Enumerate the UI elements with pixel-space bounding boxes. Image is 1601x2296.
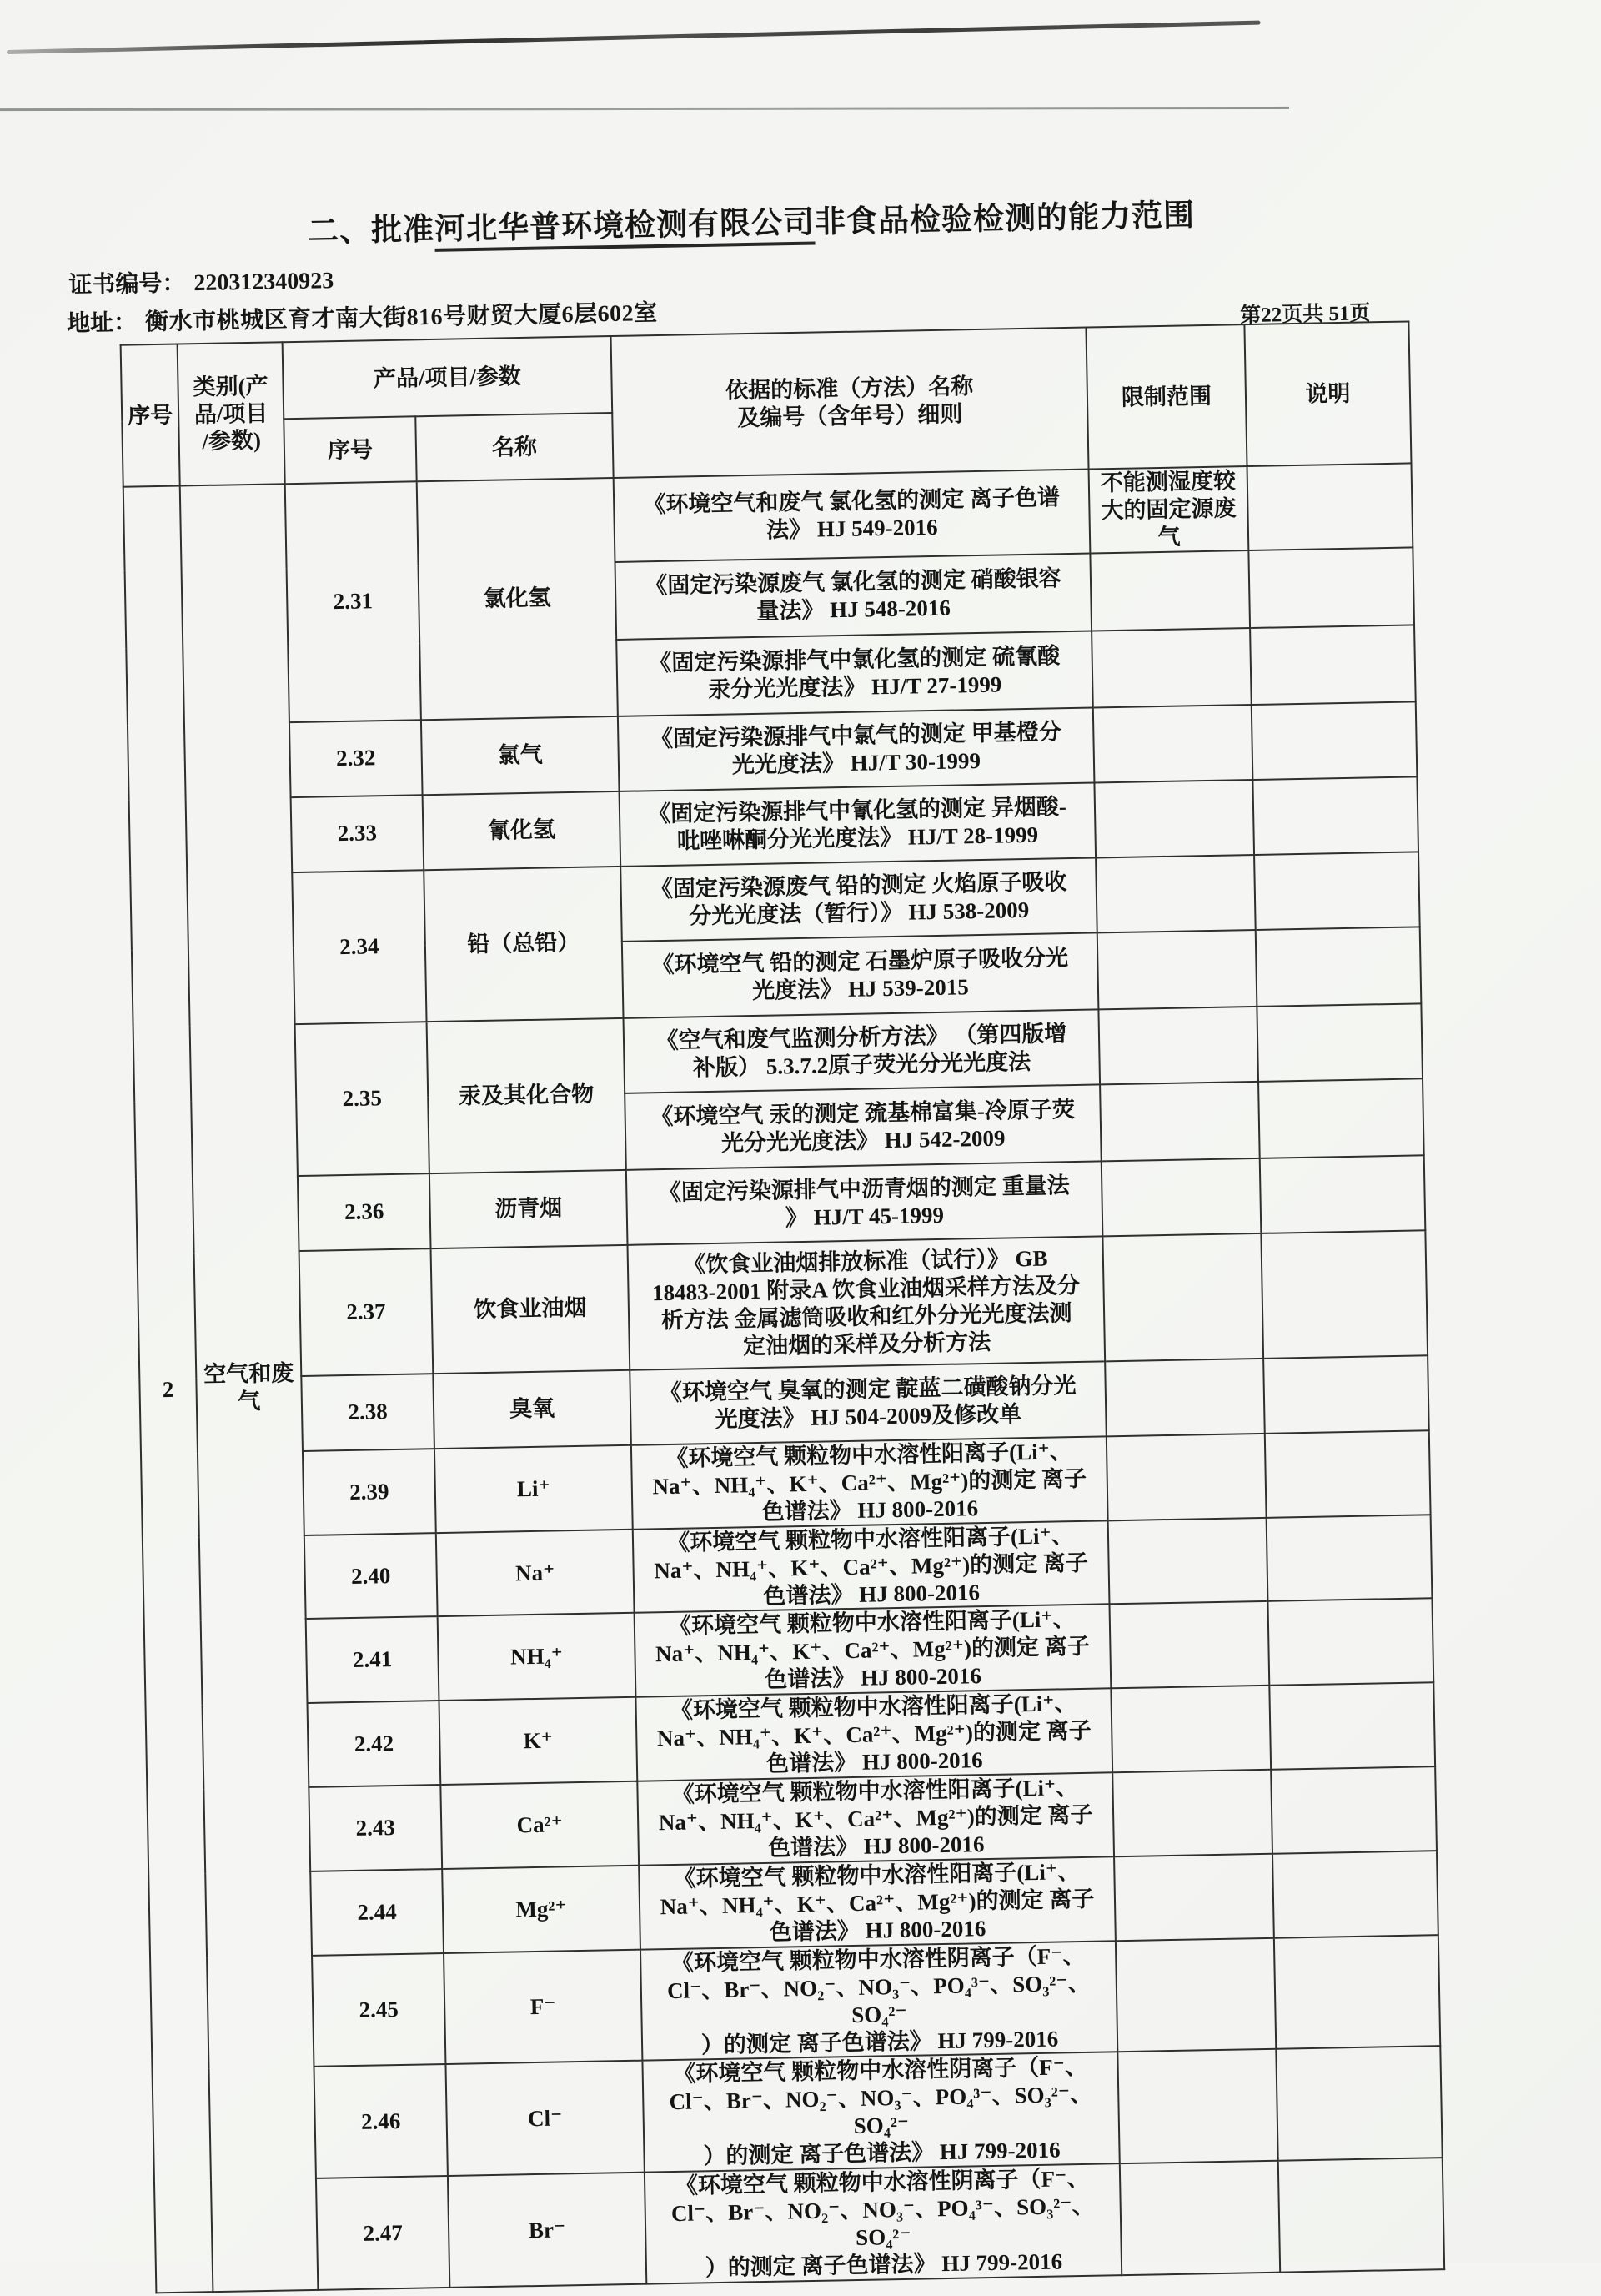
page-title [308,189,1196,250]
standard-cell: 《固定污染源废气 铅的测定 火焰原子吸收 分光光度法（暂行）》 HJ 538-2009 [620,857,1097,941]
title-suffix: 非食品检验检测的能力范围 [815,198,1196,239]
product-name-cell: Cl⁻ [445,2061,644,2176]
restriction-cell [1111,1686,1271,1772]
product-seq-cell: 2.40 [304,1533,438,1620]
restriction-cell [1116,1937,1276,2052]
note-cell [1256,927,1422,1007]
col-header-standard: 依据的标准（方法）名称 及编号（含年号）细则 [611,328,1089,478]
col-header-product-seq: 序号 [284,416,416,484]
restriction-cell [1094,780,1254,857]
product-seq-cell: 2.46 [314,2064,447,2178]
standard-cell: 《饮食业油烟排放标准（试行）》 GB 18483-2001 附录A 饮食业油烟采样方法及分 析方法 金属滤筒吸收和红外分光光度法测 定油烟的采样及分析方法 [628,1236,1106,1369]
standard-cell: 《环境空气 颗粒物中水溶性阳离子(Li⁺、 Na⁺、NH₄⁺、K⁺、Ca²⁺、Mg²⁺)的测定 离子 色谱法》 HJ 800-2016 [631,1436,1108,1529]
restriction-cell [1098,1007,1258,1084]
product-seq-cell: 2.37 [299,1248,434,1376]
standard-cell: 《环境空气 颗粒物中水溶性阴离子（F⁻、 Cl⁻、Br⁻、NO₂⁻、NO₃⁻、PO₄³⁻、SO₃²⁻、SO₄²⁻ ）的测定 离子色谱法》 HJ 799-2016 [640,1941,1117,2061]
product-seq-cell: 2.42 [308,1701,441,1787]
product-name-cell: 臭氧 [433,1370,631,1449]
title-prefix: 二、批准 [308,213,435,249]
product-seq-cell: 2.36 [298,1173,431,1251]
note-cell [1250,625,1416,705]
cert-number-label: 证书编号： [68,270,186,299]
standard-cell: 《固定污染源排气中氰化氢的测定 异烟酸- 吡唑啉酮分光光度法》 HJ/T 28-1999 [620,782,1097,866]
product-name-cell: 铅（总铅） [424,867,623,1022]
product-seq-cell: 2.47 [316,2176,449,2290]
table-header-row-1 [121,321,1410,421]
product-name-cell: 氰化氢 [423,791,621,870]
product-name-cell: 饮食业油烟 [431,1245,630,1374]
product-name-cell: K⁺ [439,1697,637,1785]
product-name-cell: Mg²⁺ [442,1866,640,1953]
table-row [154,2158,1444,2293]
restriction-cell [1120,2161,1280,2275]
restriction-cell [1108,1517,1268,1604]
standard-cell: 《环境空气 臭氧的测定 靛蓝二磺酸钠分光 光度法》 HJ 504-2009及修改单 [630,1361,1107,1444]
note-cell [1261,1230,1428,1359]
restriction-cell [1100,1082,1260,1161]
standard-cell: 《环境空气 颗粒物中水溶性阴离子（F⁻、 Cl⁻、Br⁻、NO₂⁻、NO₃⁻、PO₄³⁻、SO₃²⁻、SO₄²⁻ ）的测定 离子色谱法》 HJ 799-2016 [642,2052,1119,2173]
product-seq-cell: 2.39 [303,1449,436,1535]
product-seq-cell: 2.45 [312,1953,445,2067]
restriction-cell [1096,855,1256,932]
standard-cell: 《空气和废气监测分析方法》 （第四版增 补版） 5.3.7.2原子荧光分光光度法 [624,1009,1101,1093]
product-seq-cell: 2.31 [285,481,421,722]
restriction-cell [1107,1434,1267,1520]
col-header-note: 说明 [1244,321,1411,466]
restriction-cell [1102,1233,1263,1361]
product-seq-cell: 2.35 [295,1022,429,1176]
note-cell [1248,547,1414,628]
standard-cell: 《环境空气 铅的测定 石墨炉原子吸收分光 光度法》 HJ 539-2015 [622,932,1099,1017]
product-name-cell: 氯化氢 [417,478,618,720]
restriction-cell [1090,550,1250,631]
standard-cell: 《环境空气 颗粒物中水溶性阳离子(Li⁺、 Na⁺、NH₄⁺、K⁺、Ca²⁺、Mg²⁺)的测定 离子 色谱法》 HJ 800-2016 [635,1605,1112,1697]
col-header-category: 类别(产品/项目 /参数) [178,342,285,485]
col-header-seq: 序号 [121,344,180,487]
standard-cell: 《固定污染源废气 氯化氢的测定 硝酸银容 量法》 HJ 548-2016 [615,553,1092,639]
category-seq-cell: 2 [123,486,213,2293]
page-info: 第22页共 51页 [1240,296,1371,329]
address-line [67,294,658,339]
cert-number-line [68,262,334,300]
product-seq-cell: 2.32 [289,720,423,797]
restriction-cell: 不能测湿度较 大的固定源废 气 [1089,466,1249,553]
note-cell [1254,852,1420,930]
note-cell [1252,776,1418,855]
standard-cell: 《环境空气 颗粒物中水溶性阳离子(Li⁺、 Na⁺、NH₄⁺、K⁺、Ca²⁺、Mg²⁺)的测定 离子 色谱法》 HJ 800-2016 [637,1772,1114,1865]
standard-cell: 《固定污染源排气中氯气的测定 甲基橙分 光光度法》 HJ/T 30-1999 [618,707,1095,791]
capability-scope-table [120,320,1446,2293]
note-cell [1278,2158,1444,2272]
note-cell [1252,701,1418,780]
restriction-cell [1093,705,1253,782]
address-value: 衡水市桃城区育才南大街816号财贸大厦6层602室 [145,300,658,335]
cert-number-value: 220312340923 [193,268,334,296]
table-row [138,1230,1428,1379]
note-cell [1267,1599,1433,1686]
standard-cell: 《环境空气 颗粒物中水溶性阳离子(Li⁺、 Na⁺、NH₄⁺、K⁺、Ca²⁺、Mg²⁺)的测定 离子 色谱法》 HJ 800-2016 [633,1520,1110,1613]
note-cell [1272,1851,1438,1937]
product-name-cell: Na⁺ [436,1529,635,1616]
product-seq-cell: 2.43 [309,1785,442,1871]
product-seq-cell: 2.33 [291,795,424,872]
restriction-cell [1112,1770,1272,1856]
note-cell [1263,1355,1429,1434]
note-cell [1265,1430,1431,1517]
product-name-cell: 氯气 [421,716,620,795]
note-cell [1271,1766,1437,1853]
restriction-cell [1114,1854,1274,1941]
category-name-cell: 空气和废 气 [180,484,319,2292]
note-cell [1258,1078,1424,1158]
col-header-restriction: 限制范围 [1086,324,1247,469]
note-cell [1276,2047,1442,2161]
product-seq-cell: 2.38 [301,1374,434,1451]
note-cell [1274,1935,1440,2049]
note-cell [1257,1003,1423,1082]
standard-cell: 《固定污染源排气中沥青烟的测定 重量法 》 HJ/T 45-1999 [626,1161,1103,1244]
product-name-cell: NH₄⁺ [438,1613,636,1701]
product-seq-cell: 2.44 [310,1869,444,1956]
product-name-cell: 汞及其化合物 [427,1018,626,1173]
standard-cell: 《环境空气和废气 氯化氢的测定 离子色谱 法》 HJ 549-2016 [614,470,1091,562]
restriction-cell [1102,1158,1262,1236]
product-seq-cell: 2.34 [292,870,426,1024]
note-cell [1269,1682,1435,1769]
address-label: 地址： [67,309,138,337]
restriction-cell [1110,1601,1270,1688]
col-header-product-name: 名称 [415,413,613,481]
standard-cell: 《环境空气 汞的测定 巯基棉富集-冷原子荧 光分光光度法》 HJ 542-2009 [625,1084,1102,1169]
restriction-cell [1092,628,1252,707]
standard-cell: 《环境空气 颗粒物中水溶性阳离子(Li⁺、 Na⁺、NH₄⁺、K⁺、Ca²⁺、Mg²⁺)的测定 离子 色谱法》 HJ 800-2016 [639,1856,1116,1949]
product-name-cell: Li⁺ [434,1445,633,1533]
note-cell [1267,1515,1433,1601]
standard-cell: 《固定污染源排气中氯化氢的测定 硫氰酸 汞分光光度法》 HJ/T 27-1999 [616,631,1093,716]
restriction-cell [1117,2049,1277,2163]
standard-cell: 《环境空气 颗粒物中水溶性阳离子(Li⁺、 Na⁺、NH₄⁺、K⁺、Ca²⁺、Mg²⁺)的测定 离子 色谱法》 HJ 800-2016 [635,1689,1112,1781]
standard-cell: 《环境空气 颗粒物中水溶性阴离子（F⁻、 Cl⁻、Br⁻、NO₂⁻、NO₃⁻、PO₄³⁻、SO₃²⁻、SO₄²⁻ ）的测定 离子色谱法》 HJ 799-2016 [645,2163,1122,2283]
product-name-cell: Br⁻ [448,2173,646,2288]
restriction-cell [1105,1359,1265,1436]
product-name-cell: F⁻ [444,1949,642,2064]
col-header-product-group: 产品/项目/参数 [283,336,613,419]
restriction-cell [1097,930,1257,1009]
product-name-cell: 沥青烟 [429,1170,628,1248]
product-seq-cell: 2.41 [306,1617,439,1704]
title-company-underlined: 河北华普环境检测有限公司 [434,206,816,252]
product-name-cell: Ca²⁺ [440,1781,639,1869]
note-cell [1247,463,1413,550]
note-cell [1260,1155,1426,1233]
